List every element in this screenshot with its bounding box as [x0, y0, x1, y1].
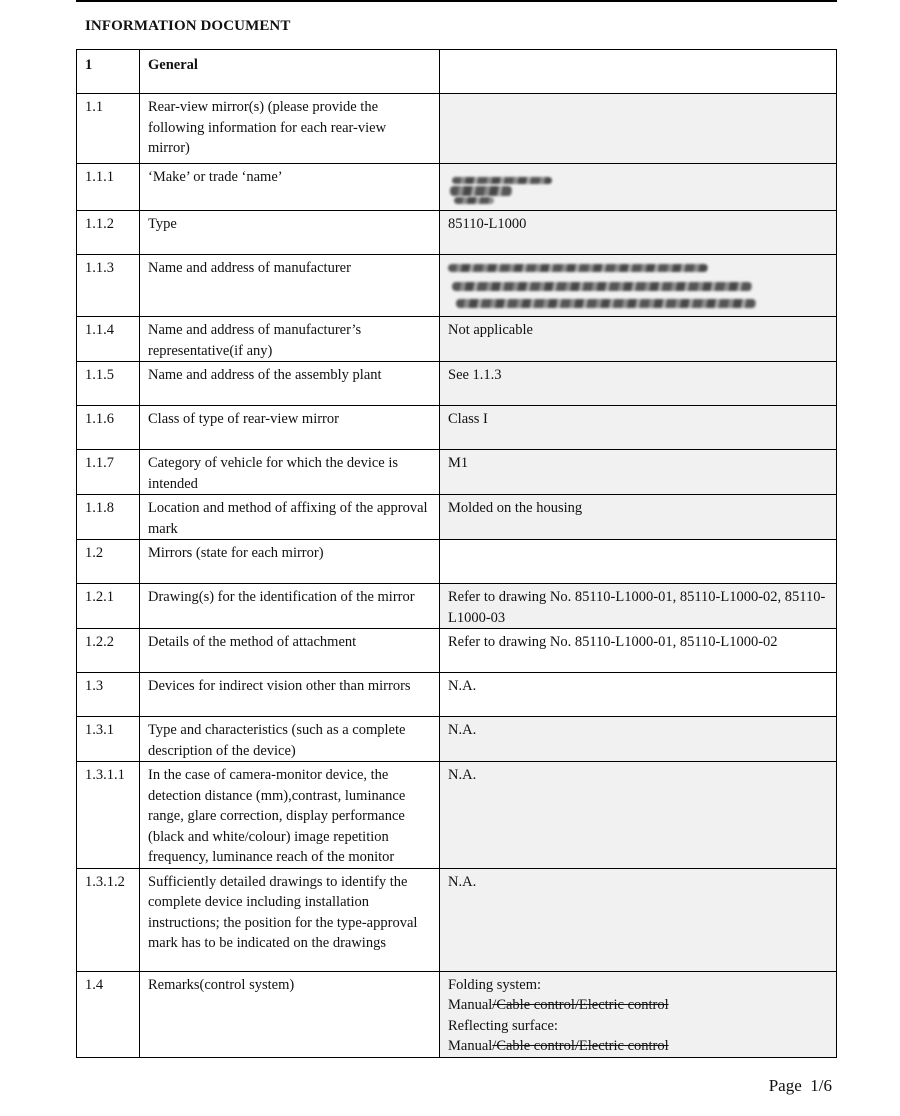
row-value: N.A. [440, 868, 837, 971]
row-label: Remarks(control system) [140, 971, 440, 1057]
row-label: Location and method of affixing of the approval mark [140, 495, 440, 540]
table-row [77, 971, 837, 1057]
row-label: Name and address of the assembly plant [140, 362, 440, 406]
table-row [77, 673, 837, 717]
row-number: 1.3.1.1 [77, 762, 140, 869]
row-value: N.A. [440, 717, 837, 762]
row-value [440, 94, 837, 164]
row-number: 1.1.7 [77, 450, 140, 495]
reflecting-surface-options [448, 1036, 828, 1057]
folding-system-options [448, 995, 828, 1016]
table-row [77, 317, 837, 362]
row-label: Rear-view mirror(s) (please provide the following information for each rear-view mirror) [140, 94, 440, 164]
row-value: Refer to drawing No. 85110-L1000-01, 85110-L1000-02 [440, 629, 837, 673]
table-row [77, 495, 837, 540]
row-label: Class of type of rear-view mirror [140, 406, 440, 450]
information-table [76, 49, 837, 1058]
row-label: Type [140, 211, 440, 255]
row-number: 1.1.3 [77, 255, 140, 317]
table-row [77, 868, 837, 971]
row-number: 1.1.6 [77, 406, 140, 450]
table-row [77, 406, 837, 450]
row-value: M1 [440, 450, 837, 495]
folding-struck-options: /Cable control/Electric control [492, 997, 669, 1013]
row-number: 1.3.1 [77, 717, 140, 762]
row-number: 1.1 [77, 94, 140, 164]
table-row [77, 94, 837, 164]
row-number: 1 [77, 50, 140, 94]
row-value [440, 540, 837, 584]
row-label: Category of vehicle for which the device is intended [140, 450, 440, 495]
row-value [440, 50, 837, 94]
folding-selected-option: Manual [448, 997, 493, 1013]
remarks-value [440, 971, 837, 1057]
row-value: N.A. [440, 762, 837, 869]
row-value: Not applicable [440, 317, 837, 362]
row-number: 1.2 [77, 540, 140, 584]
row-label: Name and address of manufacturer [140, 255, 440, 317]
row-label: Mirrors (state for each mirror) [140, 540, 440, 584]
folding-system-label: Folding system: [448, 976, 542, 993]
row-label: Devices for indirect vision other than mirrors [140, 673, 440, 717]
row-value: See 1.1.3 [440, 362, 837, 406]
row-number: 1.1.1 [77, 164, 140, 211]
page-number: Page 1/6 [768, 1076, 832, 1095]
row-value: Class I [440, 406, 837, 450]
table-row [77, 629, 837, 673]
top-rule [76, 0, 837, 2]
table-row [77, 717, 837, 762]
table-row [77, 762, 837, 869]
reflecting-struck-options: /Cable control/Electric control [492, 1038, 669, 1054]
row-label: Name and address of manufacturer’s representative(if any) [140, 317, 440, 362]
row-number: 1.1.2 [77, 211, 140, 255]
reflecting-selected-option: Manual [448, 1038, 493, 1054]
row-value: Molded on the housing [440, 495, 837, 540]
reflecting-surface-label: Reflecting surface: [448, 1017, 558, 1034]
row-number: 1.1.5 [77, 362, 140, 406]
row-label: General [140, 50, 440, 94]
row-label: Sufficiently detailed drawings to identify the complete device including installation instructions; the position for the type-approval mark has to be indicated on the drawings [140, 868, 440, 971]
row-value: 85110-L1000 [440, 211, 837, 255]
row-number: 1.2.2 [77, 629, 140, 673]
row-value: N.A. [440, 673, 837, 717]
table-row [77, 584, 837, 629]
row-number: 1.1.4 [77, 317, 140, 362]
row-number: 1.3.1.2 [77, 868, 140, 971]
row-label: Drawing(s) for the identification of the mirror [140, 584, 440, 629]
table-row [77, 540, 837, 584]
row-label: In the case of camera-monitor device, the detection distance (mm),contrast, luminance range, glare correction, display performance (black and white/colour) image repetition frequency, luminance reach of the monitor [140, 762, 440, 869]
table-row [77, 450, 837, 495]
table-row [77, 50, 837, 94]
redacted-make-value [440, 164, 837, 211]
document-title: INFORMATION DOCUMENT [85, 18, 291, 34]
row-label: ‘Make’ or trade ‘name’ [140, 164, 440, 211]
row-value: Refer to drawing No. 85110-L1000-01, 85110-L1000-02, 85110-L1000-03 [440, 584, 837, 629]
table-row [77, 362, 837, 406]
redacted-manufacturer-value [440, 255, 837, 317]
row-number: 1.1.8 [77, 495, 140, 540]
row-number: 1.3 [77, 673, 140, 717]
table-row [77, 164, 837, 211]
row-label: Details of the method of attachment [140, 629, 440, 673]
table-row [77, 211, 837, 255]
row-number: 1.4 [77, 971, 140, 1057]
row-number: 1.2.1 [77, 584, 140, 629]
row-label: Type and characteristics (such as a complete description of the device) [140, 717, 440, 762]
table-row [77, 255, 837, 317]
